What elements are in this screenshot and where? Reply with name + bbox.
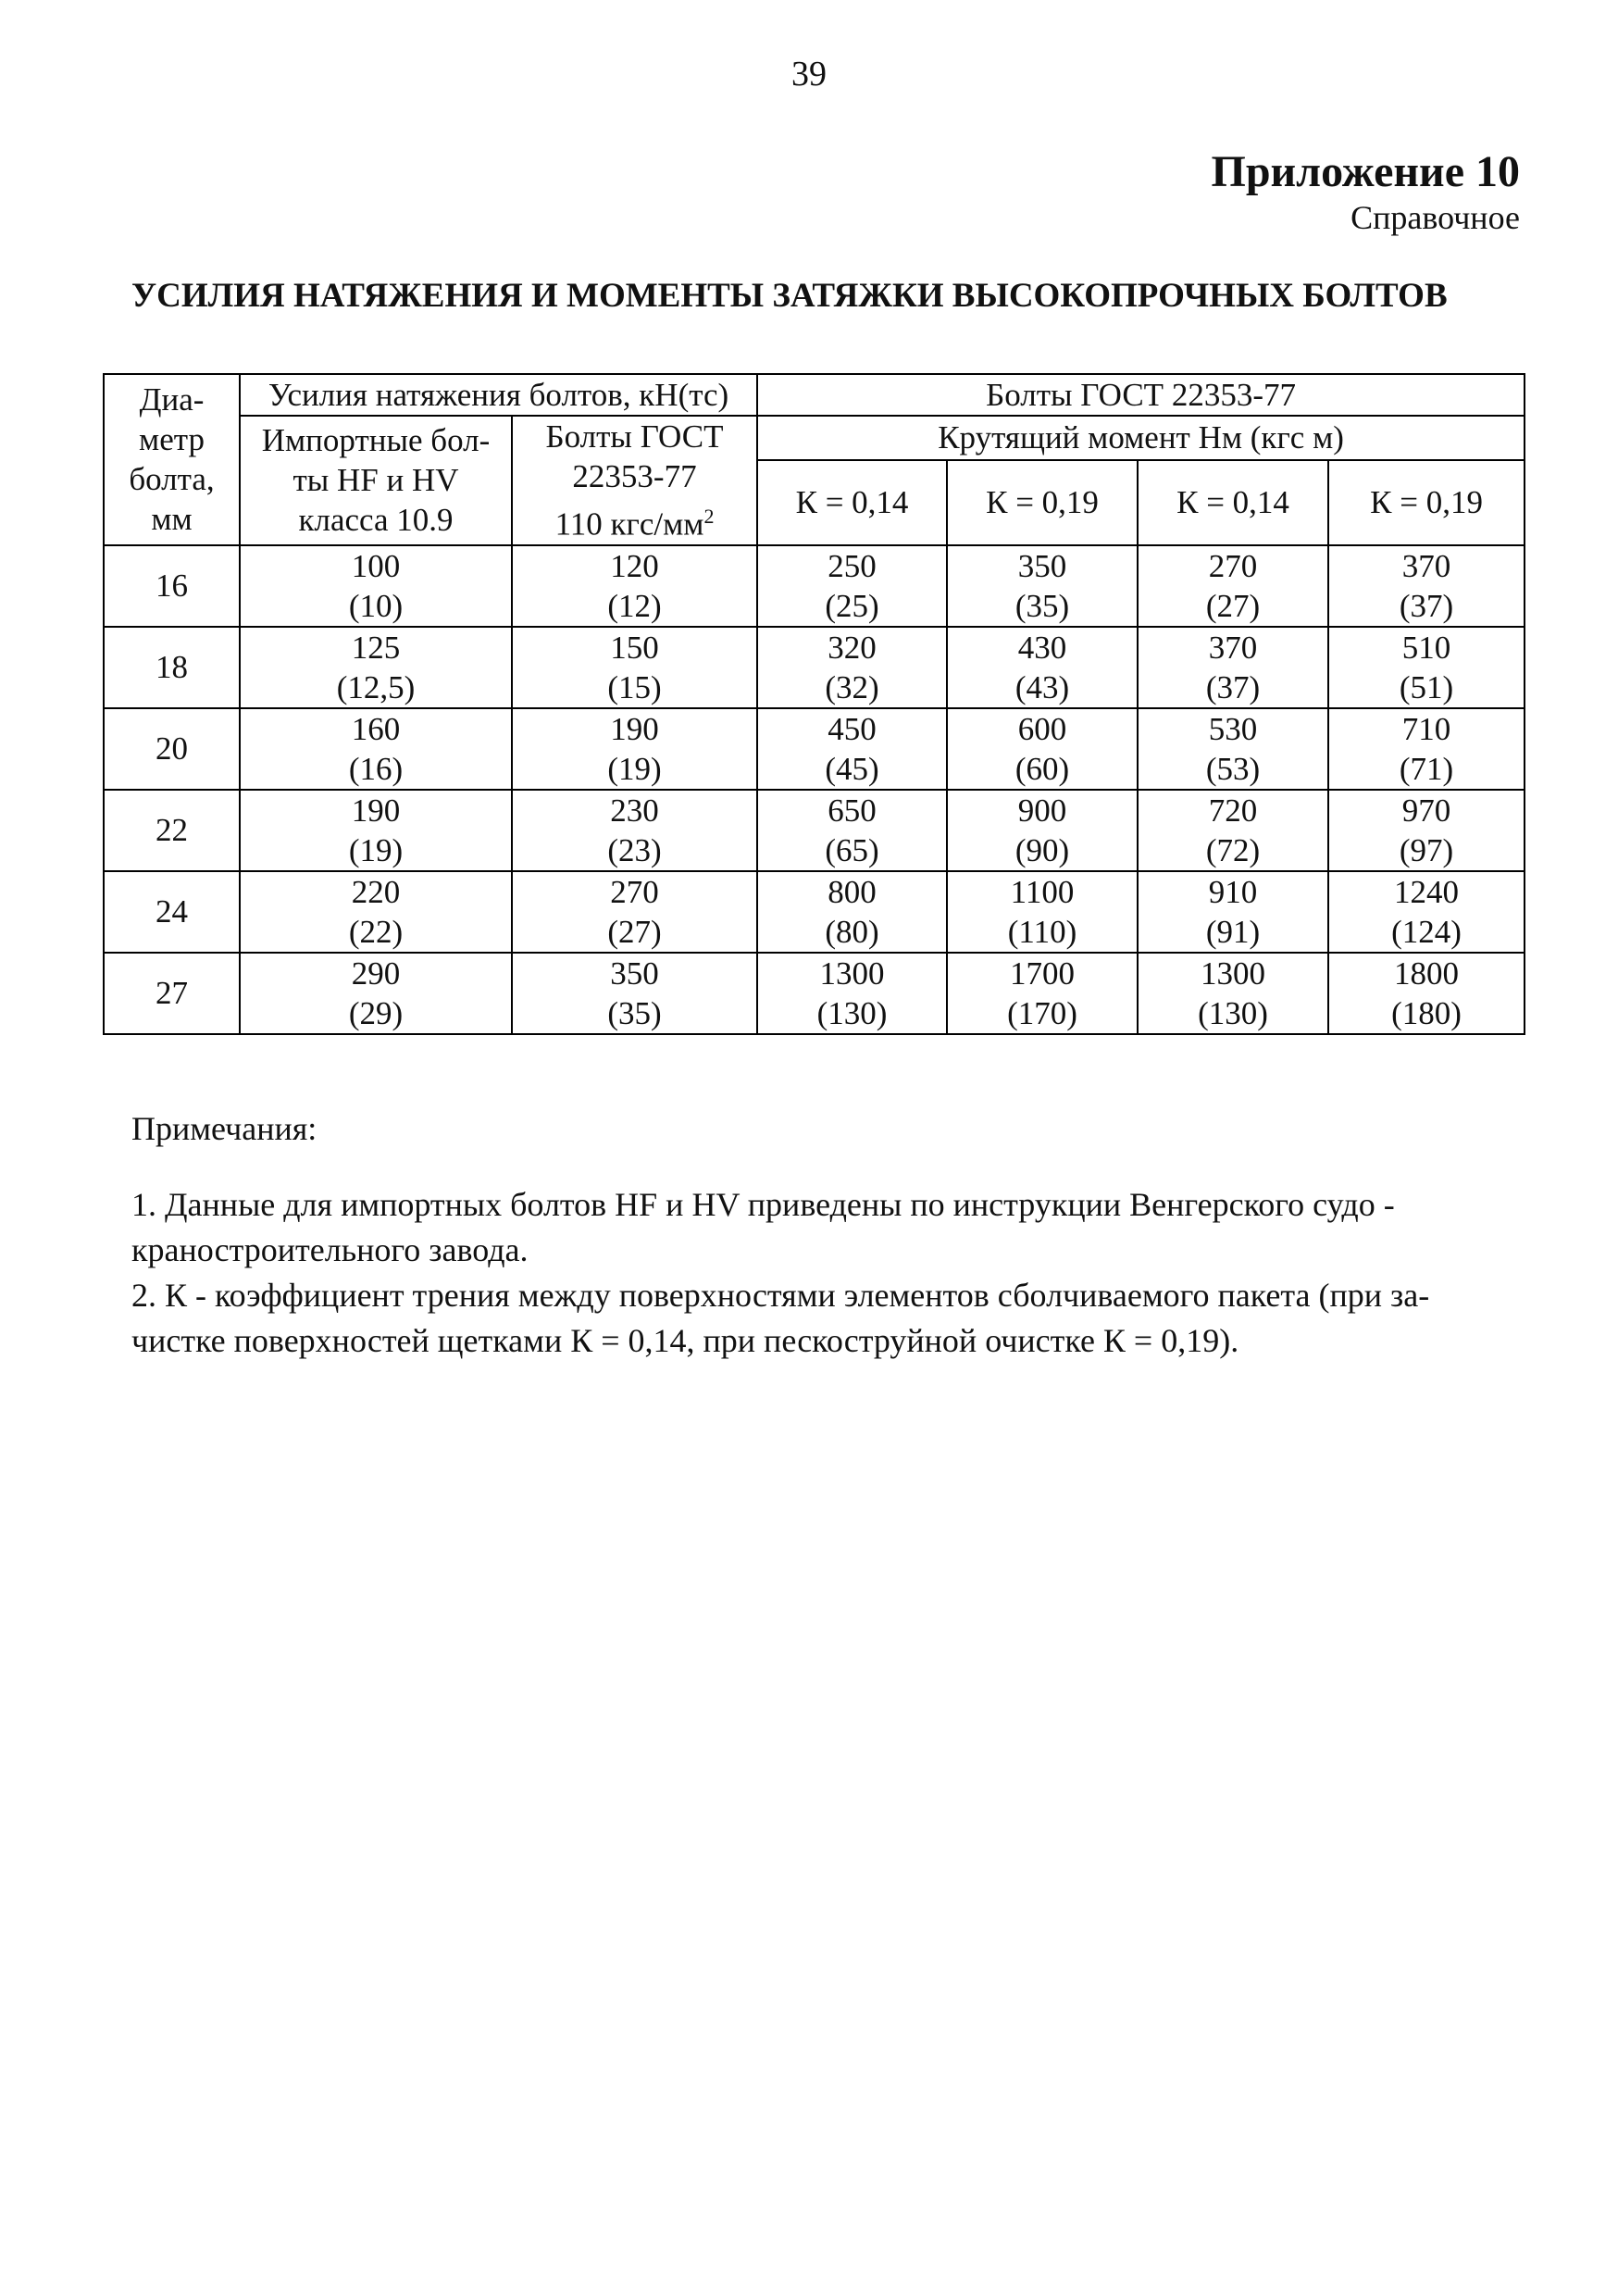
value-kn: 160 — [351, 710, 401, 747]
header-gost-unit-exponent: 2 — [703, 505, 715, 528]
value-nm: 370 — [1401, 547, 1451, 584]
table-row — [104, 790, 1525, 871]
value-cell — [240, 545, 512, 627]
header-tension-group: Усилия натяжения болтов, кН(тс) — [240, 374, 757, 416]
value-kgcm: (43) — [1014, 668, 1070, 705]
value-kn: 220 — [351, 873, 401, 910]
value-cell — [1328, 627, 1525, 708]
diameter-cell: 24 — [104, 871, 240, 953]
value-kn: 190 — [610, 710, 659, 747]
value-nm: 1700 — [1010, 955, 1076, 992]
value-cell — [1328, 871, 1525, 953]
value-cell — [757, 545, 947, 627]
value-cell — [947, 871, 1138, 953]
value-kgcm: (170) — [1007, 994, 1077, 1031]
bolt-data-table — [103, 373, 1525, 1035]
appendix-subtitle: Справочное — [1350, 199, 1520, 236]
note-item: 2. К - коэффициент трения между поверхностями элементов сболчиваемого пакета (при за-чистке поверхностей щетками К = 0,14, при пескоструйной очистке К = 0,19). — [131, 1277, 1430, 1359]
value-cell — [240, 627, 512, 708]
value-cell — [1328, 708, 1525, 790]
value-kgcm: (65) — [825, 831, 879, 868]
header-k-value: К = 0,14 — [757, 460, 947, 545]
value-cell — [757, 708, 947, 790]
header-k-value: К = 0,19 — [947, 460, 1138, 545]
value-kn: 270 — [610, 873, 659, 910]
value-cell — [947, 627, 1138, 708]
value-tc: (19) — [348, 831, 404, 868]
value-kgcm: (90) — [1014, 831, 1070, 868]
value-kn: 100 — [351, 547, 401, 584]
value-nm: 1300 — [819, 955, 885, 992]
value-tc: (12) — [607, 587, 662, 624]
value-nm: 250 — [828, 547, 877, 584]
value-kgcm: (80) — [825, 913, 879, 950]
value-nm: 1240 — [1394, 873, 1460, 910]
value-nm: 370 — [1208, 629, 1258, 666]
value-cell — [1328, 545, 1525, 627]
value-kn: 290 — [351, 955, 401, 992]
value-kgcm: (97) — [1399, 831, 1454, 868]
value-kgcm: (37) — [1205, 668, 1261, 705]
value-cell — [757, 627, 947, 708]
header-diameter-line: болта, — [129, 461, 215, 498]
value-cell — [757, 953, 947, 1034]
value-kn: 350 — [610, 955, 659, 992]
value-tc: (22) — [348, 913, 404, 950]
value-cell — [1328, 953, 1525, 1034]
value-tc: (16) — [348, 750, 404, 787]
appendix-title: Приложение 10 — [1211, 147, 1520, 196]
value-cell — [512, 627, 757, 708]
value-kgcm: (53) — [1205, 750, 1261, 787]
value-cell — [757, 871, 947, 953]
value-nm: 1800 — [1394, 955, 1460, 992]
header-diameter-line: мм — [151, 501, 193, 538]
value-nm: 910 — [1208, 873, 1258, 910]
value-cell — [512, 790, 757, 871]
value-cell — [947, 708, 1138, 790]
header-k-value: К = 0,14 — [1138, 460, 1328, 545]
diameter-cell: 16 — [104, 545, 240, 627]
value-cell — [240, 708, 512, 790]
value-kgcm: (110) — [1007, 913, 1077, 950]
value-cell — [512, 545, 757, 627]
notes-section — [131, 1106, 1501, 1364]
table-row — [104, 708, 1525, 790]
value-cell — [512, 953, 757, 1034]
value-cell — [240, 790, 512, 871]
table-row — [104, 545, 1525, 627]
value-cell — [947, 953, 1138, 1034]
value-kgcm: (37) — [1399, 587, 1454, 624]
value-kgcm: (124) — [1391, 913, 1462, 950]
value-cell — [240, 871, 512, 953]
appendix-header — [1211, 146, 1520, 237]
value-nm: 900 — [1017, 792, 1067, 829]
value-nm: 600 — [1017, 710, 1067, 747]
header-gost-line: 22353-77 — [572, 458, 697, 494]
value-kgcm: (27) — [1205, 587, 1261, 624]
header-imported-line: Импортные бол- — [261, 422, 491, 459]
header-imported — [240, 416, 512, 545]
value-nm: 530 — [1208, 710, 1258, 747]
value-cell — [512, 708, 757, 790]
header-diameter-line: Диа- — [139, 381, 205, 418]
value-nm: 710 — [1401, 710, 1451, 747]
value-kgcm: (60) — [1014, 750, 1070, 787]
header-gost-line — [513, 496, 756, 544]
value-cell — [947, 790, 1138, 871]
header-gost-group: Болты ГОСТ 22353-77 — [757, 374, 1525, 416]
value-kn: 125 — [351, 629, 401, 666]
value-cell — [1138, 790, 1328, 871]
value-kgcm: (25) — [825, 587, 879, 624]
value-kgcm: (45) — [825, 750, 879, 787]
header-gost-tension — [512, 416, 757, 545]
document-title: УСИЛИЯ НАТЯЖЕНИЯ И МОМЕНТЫ ЗАТЯЖКИ ВЫСОКОПРОЧНЫХ БОЛТОВ — [131, 277, 1448, 315]
value-nm: 1100 — [1010, 873, 1075, 910]
value-kgcm: (180) — [1391, 994, 1462, 1031]
value-tc: (19) — [607, 750, 662, 787]
value-kgcm: (130) — [1198, 994, 1268, 1031]
value-nm: 650 — [828, 792, 877, 829]
value-cell — [757, 790, 947, 871]
diameter-cell: 27 — [104, 953, 240, 1034]
value-nm: 1300 — [1201, 955, 1266, 992]
value-cell — [1138, 627, 1328, 708]
value-kgcm: (72) — [1205, 831, 1261, 868]
value-tc: (27) — [607, 913, 662, 950]
value-nm: 430 — [1017, 629, 1067, 666]
value-cell — [1138, 708, 1328, 790]
value-cell — [947, 545, 1138, 627]
value-tc: (29) — [348, 994, 404, 1031]
header-gost-line: Болты ГОСТ — [545, 418, 724, 455]
value-tc: (15) — [607, 668, 662, 705]
value-tc: (10) — [348, 587, 404, 624]
header-gost-unit: 110 кгс/мм — [554, 505, 704, 543]
value-cell — [240, 953, 512, 1034]
value-nm: 320 — [828, 629, 877, 666]
header-diameter-line: метр — [139, 421, 205, 458]
value-tc: (35) — [607, 994, 662, 1031]
value-kn: 120 — [610, 547, 659, 584]
value-nm: 270 — [1208, 547, 1258, 584]
header-imported-line: ты HF и HV — [292, 462, 459, 499]
header-k-value: К = 0,19 — [1328, 460, 1525, 545]
value-cell — [1138, 871, 1328, 953]
page-number: 39 — [791, 55, 827, 94]
table-row — [104, 871, 1525, 953]
value-cell — [512, 871, 757, 953]
value-cell — [1138, 545, 1328, 627]
value-cell — [1138, 953, 1328, 1034]
value-tc: (12,5) — [336, 668, 416, 705]
value-kn: 190 — [351, 792, 401, 829]
diameter-cell: 20 — [104, 708, 240, 790]
value-kgcm: (130) — [816, 994, 888, 1031]
value-kgcm: (71) — [1399, 750, 1454, 787]
value-tc: (23) — [607, 831, 662, 868]
notes-heading: Примечания: — [131, 1110, 317, 1147]
table-row — [104, 627, 1525, 708]
value-kn: 150 — [610, 629, 659, 666]
header-imported-line: класса 10.9 — [298, 502, 454, 539]
value-nm: 970 — [1401, 792, 1451, 829]
value-kgcm: (32) — [825, 668, 879, 705]
value-kgcm: (91) — [1205, 913, 1261, 950]
table-row — [104, 953, 1525, 1034]
header-diameter — [104, 374, 240, 545]
value-cell — [1328, 790, 1525, 871]
header-torque-group: Крутящий момент Нм (кгс м) — [757, 416, 1525, 460]
value-kgcm: (51) — [1399, 668, 1454, 705]
value-kgcm: (35) — [1014, 587, 1070, 624]
diameter-cell: 22 — [104, 790, 240, 871]
value-nm: 720 — [1208, 792, 1258, 829]
value-nm: 800 — [828, 873, 877, 910]
value-nm: 510 — [1401, 629, 1451, 666]
value-kn: 230 — [610, 792, 659, 829]
diameter-cell: 18 — [104, 627, 240, 708]
value-nm: 450 — [828, 710, 877, 747]
value-nm: 350 — [1017, 547, 1067, 584]
note-item: 1. Данные для импортных болтов HF и HV приведены по инструкции Венгерского судо - краностроительного завода. — [131, 1186, 1395, 1268]
